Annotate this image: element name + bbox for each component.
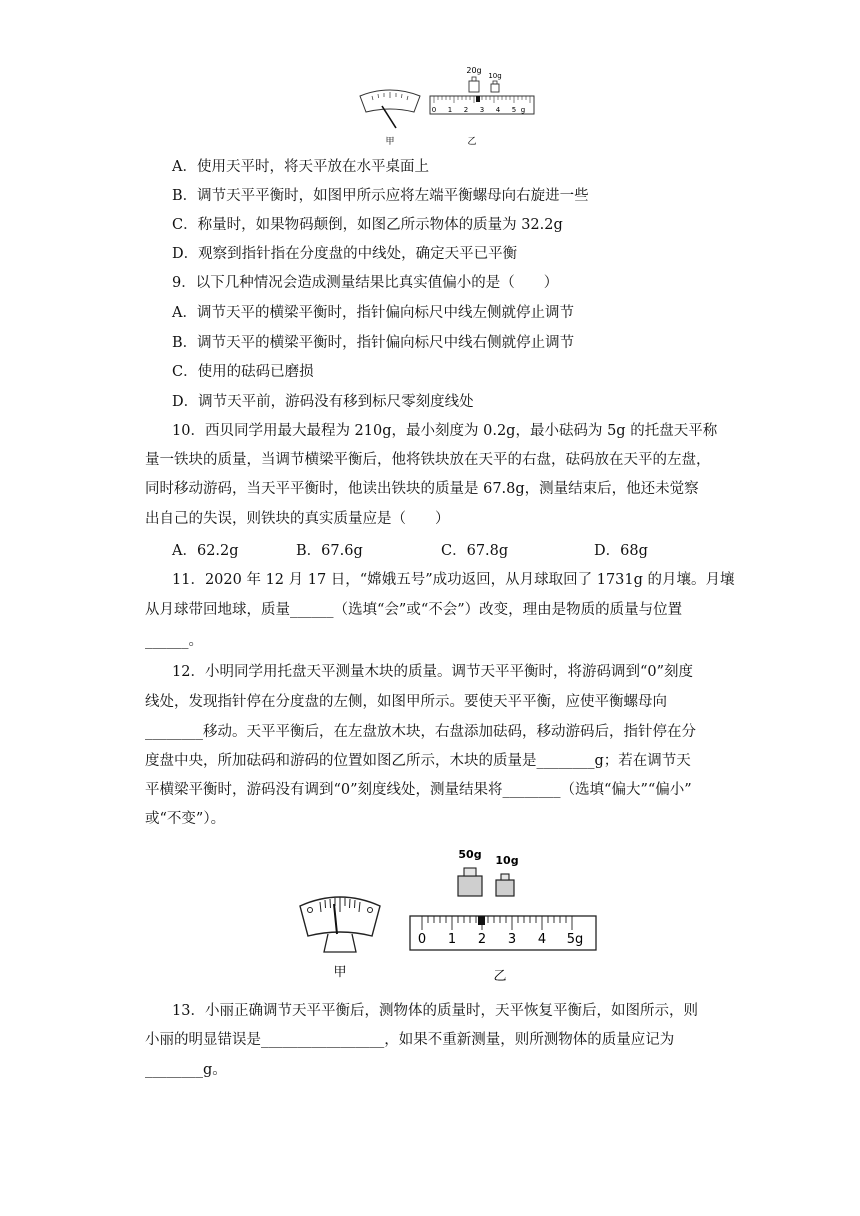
q12-line-1: 12．小明同学用托盘天平测量木块的质量。调节天平平衡时，将游码调到“0”刻度 [172, 664, 693, 680]
q13-line-2: 小丽的明显错误是_________________，如果不重新测量，则所测物体的质量应记为 [145, 1032, 675, 1048]
svg-text:5g: 5g [566, 932, 584, 947]
svg-text:0: 0 [431, 106, 437, 114]
svg-text:5: 5 [511, 106, 517, 114]
weight-10g-label: 10g [488, 72, 502, 80]
q9-stem: 9．以下几种情况会造成测量结果比真实值偏小的是（ ） [172, 275, 559, 291]
q12-line-4: 度盘中央，所加砝码和游码的位置如图乙所示，木块的质量是________g；若在调节天 [145, 753, 691, 769]
q10-option-c: C．67.8g [441, 543, 509, 559]
q11-line-3: ______。 [145, 633, 203, 649]
label-yi-2: 乙 [493, 969, 507, 984]
dial-jia-2 [300, 897, 380, 980]
svg-text:2: 2 [477, 932, 487, 947]
weight-10g-label-2: 10g [495, 854, 519, 867]
ruler-yi-2 [410, 916, 596, 984]
svg-text:g: g [520, 106, 526, 114]
q10-option-b: B．67.6g [296, 543, 363, 559]
q8-option-d: D．观察到指针指在分度盘的中线处，确定天平已平衡 [172, 246, 518, 262]
svg-text:4: 4 [537, 932, 547, 947]
label-jia-2: 甲 [333, 965, 347, 980]
rider-2 [478, 916, 485, 925]
rider-1 [476, 96, 480, 102]
q9-option-c: C．使用的砝码已磨损 [172, 364, 314, 380]
q9-option-d: D．调节天平前，游码没有移到标尺零刻度线处 [172, 394, 474, 410]
q10-line-3: 同时移动游码，当天平平衡时，他读出铁块的质量是 67.8g，测量结束后，他还未觉察 [145, 481, 699, 497]
q12-line-3: ________移动。天平平衡后，在左盘放木块，右盘添加砝码，移动游码后，指针停在分 [145, 724, 696, 740]
weight-20g-label: 20g [466, 66, 482, 75]
svg-text:2: 2 [463, 106, 469, 114]
q10-option-d: D．68g [594, 543, 648, 559]
label-jia-1: 甲 [385, 137, 395, 147]
dial-jia [360, 90, 420, 147]
q13-line-3: ________g。 [145, 1062, 227, 1078]
q10-option-a: A．62.2g [172, 543, 239, 559]
q12-line-5: 平横梁平衡时，游码没有调到“0”刻度线处，测量结果将________（选填“偏大”“偏小” [145, 782, 692, 798]
q8-option-c: C．称量时，如果物码颠倒，如图乙所示物体的质量为 32.2g [172, 217, 563, 233]
svg-text:1: 1 [447, 106, 453, 114]
q13-line-1: 13．小丽正确调节天平平衡后，测物体的质量时，天平恢复平衡后，如图所示，则 [172, 1003, 698, 1019]
svg-text:0: 0 [417, 932, 427, 947]
weight-50g-label: 50g [458, 848, 482, 861]
figure-2 [290, 842, 610, 992]
weights-2 [458, 848, 519, 896]
weights-1 [466, 66, 501, 92]
ruler-yi-1 [430, 96, 534, 147]
figure-1 [350, 62, 540, 152]
q11-line-2: 从月球带回地球，质量______（选填“会”或“不会”）改变，理由是物质的质量与位置 [145, 602, 683, 618]
svg-text:3: 3 [479, 106, 485, 114]
q11-line-1: 11．2020 年 12 月 17 日，“嫦娥五号”成功返回，从月球取回了 1731g 的月壤。月壤 [172, 572, 735, 588]
q12-line-2: 线处，发现指针停在分度盘的左侧，如图甲所示。要使天平平衡，应使平衡螺母向 [145, 694, 667, 710]
svg-text:4: 4 [495, 106, 501, 114]
q8-option-a: A．使用天平时，将天平放在水平桌面上 [172, 159, 429, 175]
label-yi-1: 乙 [467, 137, 477, 147]
q9-option-b: B．调节天平的横梁平衡时，指针偏向标尺中线右侧就停止调节 [172, 335, 575, 351]
svg-text:1: 1 [447, 932, 457, 947]
q10-line-4: 出自己的失误，则铁块的真实质量应是（ ） [145, 511, 450, 527]
q12-line-6: 或“不变”）。 [145, 811, 226, 827]
q10-line-2: 量一铁块的质量，当调节横梁平衡后，他将铁块放在天平的右盘，砝码放在天平的左盘， [145, 452, 711, 468]
q8-option-b: B．调节天平平衡时，如图甲所示应将左端平衡螺母向右旋进一些 [172, 188, 589, 204]
q10-line-1: 10．西贝同学用最大最程为 210g，最小刻度为 0.2g，最小砝码为 5g 的托盘天平称 [172, 423, 718, 439]
svg-text:3: 3 [507, 932, 517, 947]
q9-option-a: A．调节天平的横梁平衡时，指针偏向标尺中线左侧就停止调节 [172, 305, 574, 321]
